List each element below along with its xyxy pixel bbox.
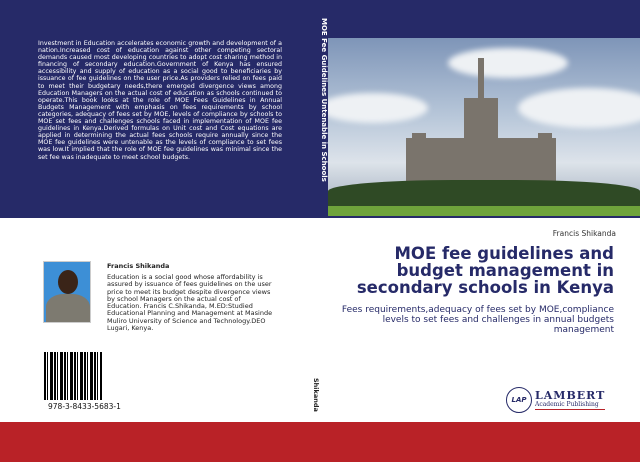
spine-author: Shikanda [312, 378, 320, 412]
front-author: Francis Shikanda [552, 229, 616, 238]
author-photo [43, 261, 91, 323]
book-title: MOE fee guidelines and budget management in secondary schools in Kenya [356, 244, 614, 297]
author-bio: Education is a social good whose affordability is assured by issuance of fees guidelines on the user price to meet its budget despite divergence views by school Managers on the actual cost of Education. Francis C.Shikanda, M.ED:Studied Educational Planning and Management at Masinde Muliro University of Science and Technology.DEO Lugari, Kenya. [107, 273, 273, 333]
isbn: 978-3-8433-5683-1 [48, 402, 121, 411]
barcode [44, 352, 102, 400]
cover-photo-university-building [328, 38, 640, 216]
lap-emblem-icon: LAP [506, 387, 532, 413]
publisher-name: LAMBERT [535, 389, 606, 402]
publisher-logo [506, 387, 605, 413]
bio-author-name: Francis Shikanda [107, 262, 170, 270]
cover-bottom-band [0, 422, 640, 462]
spine-title: MOE Fee Guidelines Untenable in Schools [320, 18, 328, 182]
book-subtitle: Fees requirements,adequacy of fees set by MOE,compliance levels to set fees and challenges in annual budgets management [341, 305, 614, 335]
back-cover-blurb: Investment in Education accelerates economic growth and development of a nation.Increased cost of education against other competing sectoral demands caused most developing countries to adopt cost sharing method in financing of secondary education.Government of Kenya has ensured accessibility and supply of education as a social good to beneficiaries by issuance of fee guidelines on the user price.As providers relied on fees paid to meet their budgetary needs,there emerged divergence views among Education Managers on the actual cost of education as schools continued to operate.This book looks at the role of MOE Fees Guidelines in Annual Budgets Management with emphasis on fees requirements by school categories, adequacy of fees set by MOE, levels of compliance by schools to MOE set fees and challenges schools faced in implementation of MOE fee guidelines in Kenya.Derived formulas on Unit cost and Cost equations are applied in determining the actual fees schools require annually since the MOE fee guidelines were untenable as the levels of compliance to set fees was low.It implied that the role of MOE fee guidelines was minimal since the set fee was inadequate to meet school budgets. [38, 40, 282, 161]
publisher-tagline: Academic Publishing [535, 401, 605, 410]
